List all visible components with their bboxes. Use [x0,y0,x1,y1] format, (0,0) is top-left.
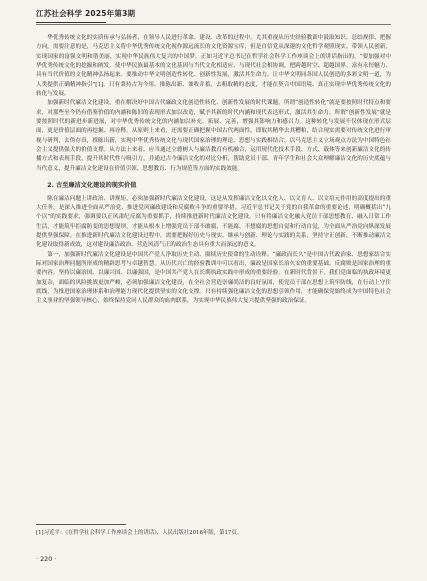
section-heading: 2. 古至廉洁文化建设的现实价值 [47,182,137,190]
paragraph: 华优秀传统文化的实质传承与弘扬者，在领导人民进行革命、建设、改革的过程中，尤其重视从历史经验教训中汲取知识、总结规律、把握方向。需要注意的是，马克思主义将中华优秀传统文化视作源远流长的文化资源宝库，但是自信党从深邃的文化哲学观照现实，带领人民创新，实现国家的富强文明和谐美丽，实现中华民族伟大复兴的中国梦。正如习近平总书记在哲学社会科学工作座谈会上的讲话指出的，“要加强对中华优秀传统文化的挖掘和阐发，使中华民族最基本的文化基因与当代文化相适应、与现代社会相协调，把跨越时空、超越国界、富有永恒魅力、具有当代价值的文化精神弘扬起来。要推动中华文明创造性转化、创新性发展，激活其生命力，让中华文明同各国人民创造的多彩文明一道，为人类提供正确精神指引”[1]。只有秉持古为今用、推陈出新、兼收并蓄、去粗取精的态度，才能在契合中国语境、真正实现中华优秀传统文化的转化与发展。 [36,35,391,98]
page-number: · 220 · [36,555,57,563]
paragraph: 陈在廉洁问题上讲政治、讲规矩，必须加强新时代廉洁文化建设，这是从发挥廉洁文化以文化人、以文育人、以文培元作用的高度提出的重大任务，是深入推进全面从严治党、推进党风廉政建设和反腐败斗争的重要举措。习近平总书记关于党的自我革命的重要论述，明确概括出“九个以”的实践要求，强调要以正风肃纪反腐为重要抓手，持续推进新时代廉洁文化建设。只有将廉洁文化融入党员干部思想教育、融入日常工作生活，才能筑牢拒腐防变的思想堤坝，才能从根本上增强党员干部不敢腐、不能腐、不想腐的思想自觉和行动自觉，为全面从严治党向纵深发展提供坚强保障。在推进新时代廉洁文化建设过程中，需要把握好历史与现实、继承与创新、理论与实践的关系，坚持守正创新，不断推动廉洁文化建设取得新成效，这对建设廉洁政治、营造风清气正的政治生态具有重大而深远的意义。 [36,195,391,249]
header-rule [36,24,391,25]
footnote: [1]习近平：《在哲学社会科学工作座谈会上的讲话》，人民出版社2016年版，第17页。 [36,530,243,536]
journal-header [36,8,136,23]
paragraph: 第一，加强新时代廉洁文化建设是中国共产党人净取历史主动、赓续历史使命的生动诠释。“廉政而长久”是中国古代政治家、思想家结合实际对国家治理问题所形成的精辟思考与卓越智慧。从历代兴亡的经验教训中可以看出，廉政是国家长治久安的重要基础，反腐败是国家治理的重要内容。坚持以廉治国、以廉兴国、以廉强国，是中国共产党人在长期执政实践中形成的重要经验。在新时代背景下，我们党面临的执政环境更加复杂，面临的风险挑战更加严峻，必须加强廉洁文化建设，在全社会营造崇廉尚洁的良好氛围，使党员干部在思想上筑牢防线，在行动上守住底线，为推进国家治理体系和治理能力现代化提供坚实的文化支撑。只有持续强化廉洁文化的思想引领作用，才能确保党始终成为中国特色社会主义事业的坚强领导核心，始终保持党同人民群众的血肉联系，为实现中华民族伟大复兴提供坚强的政治保证。 [36,251,391,305]
article-body [36,34,391,307]
paragraph: 加强新时代廉洁文化建设，重在解决好中国古代廉政文化创造性转化、创新性发展的时代课题。所谓“创造性转化”就是要按照时代特点和要求，对那些至今仍有借鉴价值的内涵和陈旧的表现形式加以改造，赋予其新的时代内涵和现代表达形式，激活其生命力。所谓“创新性发展”就是要按照时代的新进步新进展，对中华优秀传统文化的内涵加以补充、拓展、完善，增强其影响力和感召力。这种转化与发展不仅体现在形式层面，更是价值层面的再挖掘、再诠释。从原则上来看，还需要正确把握中国古代两面性，即取其精华去其糟粕，结合现实需要对传统文化进行审视与研判，去伪存真，推陈出新，实现中华优秀传统文化与现代国家治理的理论、思想与实践相结合，以马克思主义立场观点方法为中国特色社会主义提供强大的价值支撑。从方法上来看，应当通过立德树人与廉洁教育有机融合，运用现代化技术手段、方式、载体等来创新廉洁文化的传播方式和表现手段，提升其时代性与吸引力，并通过古今廉洁文化的对比分析，帮助党员干部、青年学生和社会大众理解廉洁文化的历史底蕴与当代意义，提升廉洁文化建设在价值引领、思想教育、行为规范等方面的实践效能。 [36,100,391,172]
footnote-rule [36,524,126,525]
journal-title: 江苏社会科学 2025年第3期 [36,9,136,18]
